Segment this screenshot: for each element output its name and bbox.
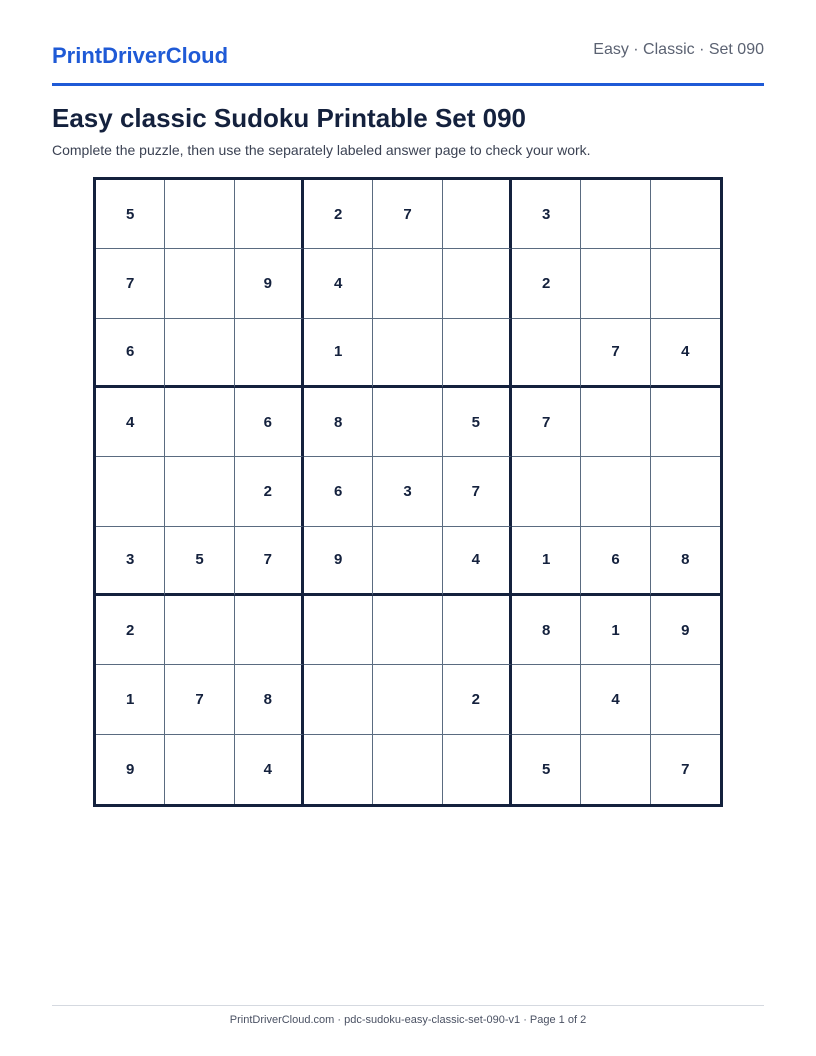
sudoku-cell[interactable]: 5 [165, 527, 234, 596]
sudoku-cell[interactable]: 2 [443, 665, 512, 734]
sudoku-grid [93, 177, 723, 807]
sudoku-cell[interactable] [443, 249, 512, 318]
sudoku-cell[interactable]: 7 [165, 665, 234, 734]
sudoku-cell[interactable]: 7 [373, 180, 442, 249]
sudoku-cell[interactable] [373, 388, 442, 457]
sudoku-cell[interactable] [165, 596, 234, 665]
sudoku-cell[interactable]: 2 [235, 457, 304, 526]
sudoku-cell[interactable]: 1 [304, 319, 373, 388]
sudoku-cell[interactable]: 5 [512, 735, 581, 804]
sudoku-cell[interactable]: 1 [512, 527, 581, 596]
sudoku-cell[interactable] [512, 319, 581, 388]
sudoku-cell[interactable]: 3 [373, 457, 442, 526]
sudoku-cell[interactable]: 9 [96, 735, 165, 804]
sudoku-cell[interactable]: 7 [96, 249, 165, 318]
sudoku-cell[interactable]: 4 [96, 388, 165, 457]
page-footer: PrintDriverCloud.com · pdc-sudoku-easy-classic-set-090-v1 · Page 1 of 2 [229, 1014, 587, 1026]
sudoku-cell[interactable] [96, 457, 165, 526]
sudoku-cell[interactable] [304, 596, 373, 665]
sudoku-cell[interactable]: 2 [512, 249, 581, 318]
page-subtitle: Complete the puzzle, then use the separately labeled answer page to check your work. [52, 142, 591, 158]
sudoku-cell[interactable]: 1 [581, 596, 650, 665]
sudoku-cell[interactable] [512, 665, 581, 734]
sudoku-cell[interactable] [581, 735, 650, 804]
sudoku-cell[interactable] [235, 596, 304, 665]
puzzle-meta: Easy · Classic · Set 090 [593, 41, 764, 58]
sudoku-cell[interactable] [373, 319, 442, 388]
sudoku-cell[interactable] [235, 319, 304, 388]
sudoku-cell[interactable]: 5 [96, 180, 165, 249]
sudoku-cell[interactable]: 4 [443, 527, 512, 596]
page-title: Easy classic Sudoku Printable Set 090 [52, 103, 527, 133]
sudoku-cell[interactable] [651, 249, 720, 318]
sudoku-cell[interactable] [581, 180, 650, 249]
sudoku-cell[interactable]: 1 [96, 665, 165, 734]
sudoku-cell[interactable] [235, 180, 304, 249]
sudoku-cell[interactable]: 8 [651, 527, 720, 596]
sudoku-cell[interactable] [373, 596, 442, 665]
sudoku-cell[interactable]: 6 [235, 388, 304, 457]
sudoku-cell[interactable]: 4 [581, 665, 650, 734]
sudoku-cell[interactable]: 6 [581, 527, 650, 596]
sudoku-cell[interactable]: 4 [235, 735, 304, 804]
sudoku-cell[interactable]: 6 [96, 319, 165, 388]
sudoku-cell[interactable]: 8 [512, 596, 581, 665]
sudoku-cell[interactable] [304, 665, 373, 734]
sudoku-cell[interactable]: 7 [581, 319, 650, 388]
sudoku-cell[interactable] [373, 249, 442, 318]
sudoku-cell[interactable]: 4 [304, 249, 373, 318]
sudoku-cell[interactable]: 4 [651, 319, 720, 388]
sudoku-cell[interactable] [165, 180, 234, 249]
sudoku-cell[interactable] [165, 249, 234, 318]
page-header [52, 0, 764, 86]
sudoku-cell[interactable] [651, 665, 720, 734]
sudoku-cell[interactable] [581, 249, 650, 318]
sudoku-cell[interactable]: 6 [304, 457, 373, 526]
sudoku-cell[interactable] [581, 457, 650, 526]
sudoku-cell[interactable] [165, 735, 234, 804]
sudoku-cell[interactable] [651, 457, 720, 526]
sudoku-cell[interactable] [512, 457, 581, 526]
sudoku-cell[interactable] [373, 527, 442, 596]
sudoku-cell[interactable]: 7 [681, 760, 690, 778]
sudoku-cell[interactable] [651, 180, 720, 249]
sudoku-cell[interactable] [165, 319, 234, 388]
sudoku-cell[interactable]: 8 [304, 388, 373, 457]
sudoku-cell[interactable] [304, 735, 373, 804]
sudoku-cell[interactable]: 3 [96, 527, 165, 596]
sudoku-cell[interactable]: 7 [235, 527, 304, 596]
sudoku-cell[interactable] [581, 388, 650, 457]
sudoku-cell[interactable]: 3 [512, 180, 581, 249]
sudoku-cell[interactable]: 7 [512, 388, 581, 457]
sudoku-cell[interactable]: 9 [304, 527, 373, 596]
brand-logo[interactable]: PrintDriverCloud [52, 43, 229, 68]
sudoku-cell[interactable] [373, 735, 442, 804]
sudoku-cell[interactable] [373, 665, 442, 734]
sudoku-cell[interactable] [443, 319, 512, 388]
sudoku-cell[interactable]: 9 [651, 596, 720, 665]
sudoku-cell[interactable] [165, 388, 234, 457]
footer-divider [52, 1005, 764, 1006]
sudoku-cell[interactable] [165, 457, 234, 526]
sudoku-cell[interactable] [443, 596, 512, 665]
sudoku-cell[interactable] [651, 388, 720, 457]
sudoku-cell[interactable]: 7 [443, 457, 512, 526]
sudoku-cell[interactable]: 8 [235, 665, 304, 734]
sudoku-cell[interactable] [443, 180, 512, 249]
sudoku-cell[interactable]: 2 [96, 596, 165, 665]
sudoku-cell[interactable]: 2 [304, 180, 373, 249]
sudoku-cell[interactable]: 9 [235, 249, 304, 318]
sudoku-cell[interactable] [443, 735, 512, 804]
sudoku-cell[interactable]: 5 [443, 388, 512, 457]
